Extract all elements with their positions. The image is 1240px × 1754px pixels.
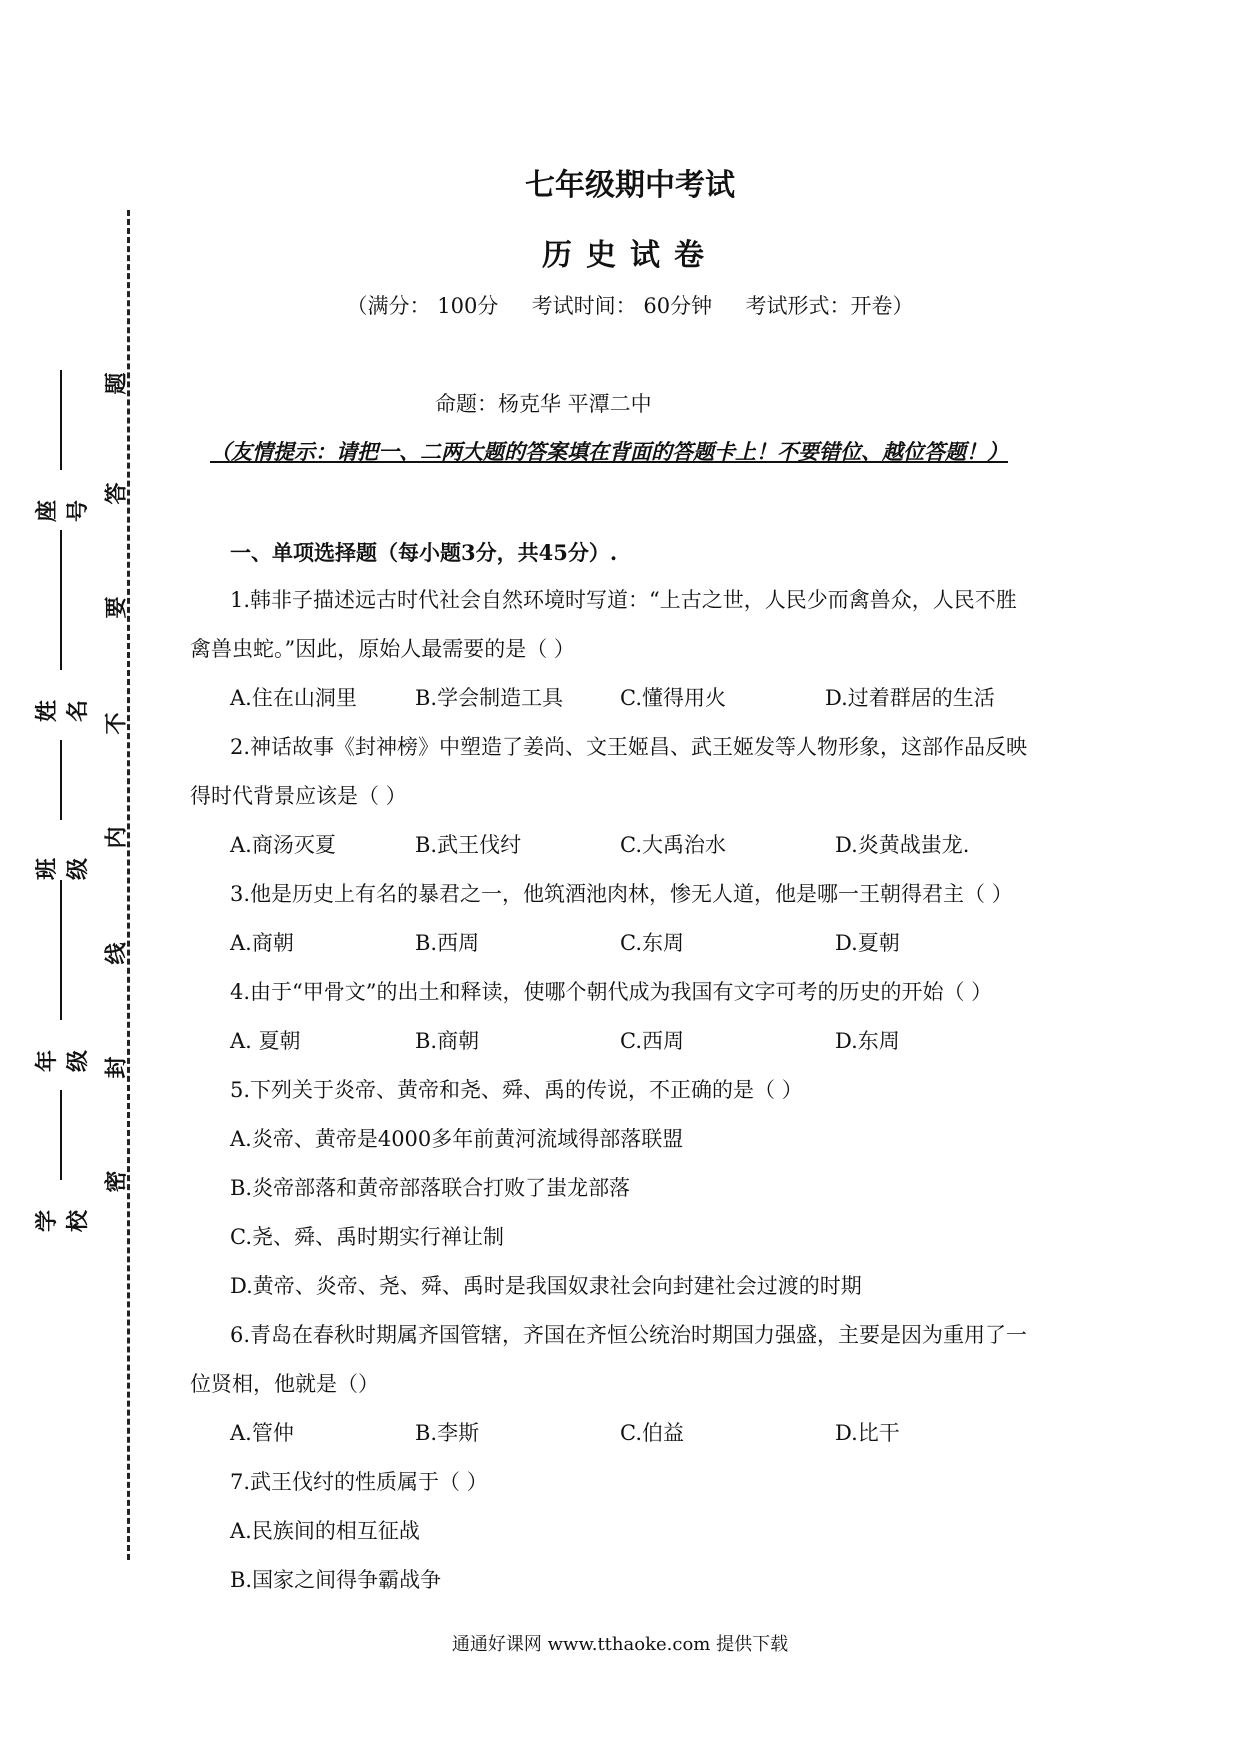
field-label: 学校 [34,1210,91,1233]
subject-title: 历史试卷 [542,238,718,273]
question-stem: 1.韩非子描述远古时代社会自然环境时写道：“上古之世，人民少而禽兽众，人民不胜 [230,588,1017,612]
option[interactable]: A.商汤灭夏 [230,833,336,857]
option[interactable]: A.管仲 [230,1421,294,1445]
option[interactable]: D.夏朝 [835,931,900,955]
question-stem: 2.神话故事《封神榜》中塑造了姜尚、文王姬昌、武王姬发等人物形象，这部作品反映 [230,735,1028,759]
option[interactable]: D.炎黄战蚩龙. [835,833,970,857]
option-row [190,1409,1070,1458]
option[interactable]: B.炎帝部落和黄帝部落联合打败了蚩龙部落 [230,1176,631,1200]
exam-title: 七年级期中考试 [525,168,735,203]
answer-tip: （友情提示：请把一、二两大题的答案填在背面的答题卡上！不要错位、越位答题！） [210,439,1008,464]
option-row [190,821,1070,870]
option[interactable]: B.武王伐纣 [415,833,522,857]
question-stem: 4.由于“甲骨文”的出土和释读，使哪个朝代成为我国有文字可考的历史的开始（ ） [230,980,993,1004]
option[interactable]: C.懂得用火 [620,686,726,710]
author-line: 命题：杨克华 平潭二中 [435,392,652,416]
seal-char: 内 [103,826,130,849]
option[interactable]: B.国家之间得争霸战争 [230,1568,442,1592]
field-label: 年级 [34,1050,91,1073]
option[interactable]: A.炎帝、黄帝是4000多年前黄河流域得部落联盟 [230,1127,684,1151]
seal-char: 不 [103,712,130,735]
question-stem: 得时代背景应该是（ ） [190,784,407,808]
option[interactable]: C.伯益 [620,1421,684,1445]
option[interactable]: D.过着群居的生活 [825,686,995,710]
question-stem: 5.下列关于炎帝、黄帝和尧、舜、禹的传说，不正确的是（ ） [230,1078,803,1102]
field-label: 座号 [34,500,91,523]
option[interactable]: C.大禹治水 [620,833,726,857]
field-label: 姓名 [34,700,91,723]
page-footer: 通通好课网 www.tthaoke.com 提供下载 [451,1634,789,1655]
option[interactable]: C.西周 [620,1029,684,1053]
question-stem: 3.他是历史上有名的暴君之一，他筑酒池肉林，惨无人道，他是哪一王朝得君主（ ） [230,882,1013,906]
section-heading: 一、单项选择题（每小题3分，共45分）. [230,540,618,565]
option[interactable]: D.东周 [835,1029,900,1053]
seal-char: 密 [103,1170,130,1193]
option[interactable]: B.李斯 [415,1421,480,1445]
option[interactable]: C.尧、舜、禹时期实行禅让制 [230,1225,504,1249]
option[interactable]: B.商朝 [415,1029,480,1053]
question-stem: 7.武王伐纣的性质属于（ ） [230,1470,488,1494]
option[interactable]: A.民族间的相互征战 [230,1519,420,1543]
option[interactable]: A.住在山洞里 [230,686,357,710]
option[interactable]: A. 夏朝 [230,1029,301,1053]
seal-dashed-line [127,210,130,1560]
option[interactable]: D.比干 [835,1421,900,1445]
field-label: 班级 [34,858,91,881]
option[interactable]: B.学会制造工具 [415,686,564,710]
seal-char: 题 [103,372,130,395]
exam-meta: （满分： 100分 考试时间： 60分钟 考试形式：开卷） [346,294,914,318]
seal-char: 线 [103,942,130,965]
option[interactable]: D.黄帝、炎帝、尧、舜、禹时是我国奴隶社会向封建社会过渡的时期 [230,1274,862,1298]
question-stem: 禽兽虫蛇。”因此，原始人最需要的是（ ） [190,637,575,661]
seal-char: 答 [103,482,130,505]
question-stem: 6.青岛在春秋时期属齐国管辖，齐国在齐恒公统治时期国力强盛，主要是因为重用了一 [230,1323,1028,1347]
seal-char: 封 [103,1056,130,1079]
question-list [190,576,1070,1605]
question-stem: 位贤相，他就是（） [190,1372,379,1396]
binding-margin [0,0,150,1754]
option-row [190,1017,1070,1066]
option[interactable]: B.西周 [415,931,480,955]
option-row [190,674,1070,723]
option[interactable]: C.东周 [620,931,684,955]
option[interactable]: A.商朝 [230,931,294,955]
seal-char: 要 [103,596,130,619]
option-row [190,919,1070,968]
